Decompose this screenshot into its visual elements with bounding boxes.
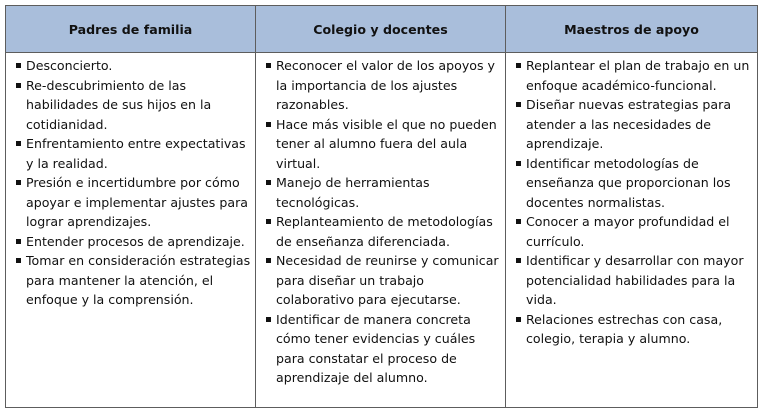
- list-item: Entender procesos de aprendizaje.: [16, 232, 251, 252]
- list-item: Reconocer el valor de los apoyos y la importancia de los ajustes razonables.: [266, 56, 501, 115]
- list-item: Manejo de herramientas tecnológicas.: [266, 173, 501, 212]
- list-item: Presión e incertidumbre por cómo apoyar e implementar ajustes para lograr aprendizajes.: [16, 173, 251, 232]
- cell-padres-de-familia: [6, 53, 256, 408]
- list-item: Conocer a mayor profundidad el currículo.: [516, 212, 753, 251]
- list-item: Hace más visible el que no pueden tener al alumno fuera del aula virtual.: [266, 115, 501, 174]
- header-maestros-de-apoyo: Maestros de apoyo: [506, 6, 758, 53]
- bullet-icon: [516, 317, 521, 322]
- list-maestros-de-apoyo: [516, 56, 753, 349]
- bullet-icon: [16, 141, 21, 146]
- list-item: Replantear el plan de trabajo en un enfoque académico-funcional.: [516, 56, 753, 95]
- bullet-icon: [16, 258, 21, 263]
- comparison-table: [5, 5, 758, 408]
- bullet-icon: [516, 102, 521, 107]
- list-item: Identificar de manera concreta cómo tener evidencias y cuáles para constatar el proceso de aprendizaje del alumno.: [266, 310, 501, 388]
- list-item: Identificar metodologías de enseñanza que proporcionan los docentes normalistas.: [516, 154, 753, 213]
- content-row: [6, 53, 758, 408]
- bullet-icon: [266, 258, 271, 263]
- bullet-icon: [16, 180, 21, 185]
- bullet-icon: [516, 161, 521, 166]
- list-item: Relaciones estrechas con casa, colegio, terapia y alumno.: [516, 310, 753, 349]
- bullet-icon: [16, 83, 21, 88]
- header-row: [6, 6, 758, 53]
- list-item: Re-descubrimiento de las habilidades de sus hijos en la cotidianidad.: [16, 76, 251, 135]
- list-item: Necesidad de reunirse y comunicar para diseñar un trabajo colaborativo para ejecutarse.: [266, 251, 501, 310]
- bullet-icon: [266, 180, 271, 185]
- list-item: Replanteamiento de metodologías de enseñanza diferenciada.: [266, 212, 501, 251]
- list-item: Enfrentamiento entre expectativas y la realidad.: [16, 134, 251, 173]
- bullet-icon: [266, 317, 271, 322]
- bullet-icon: [16, 239, 21, 244]
- bullet-icon: [516, 258, 521, 263]
- bullet-icon: [266, 122, 271, 127]
- bullet-icon: [16, 63, 21, 68]
- list-item: Tomar en consideración estrategias para mantener la atención, el enfoque y la comprensión.: [16, 251, 251, 310]
- cell-colegio-y-docentes: [256, 53, 506, 408]
- header-colegio-y-docentes: Colegio y docentes: [256, 6, 506, 53]
- bullet-icon: [516, 219, 521, 224]
- bullet-icon: [516, 63, 521, 68]
- list-item: Identificar y desarrollar con mayor potencialidad habilidades para la vida.: [516, 251, 753, 310]
- bullet-icon: [266, 219, 271, 224]
- bullet-icon: [266, 63, 271, 68]
- header-padres-de-familia: Padres de familia: [6, 6, 256, 53]
- list-item: Diseñar nuevas estrategias para atender a las necesidades de aprendizaje.: [516, 95, 753, 154]
- comparison-table-container: [5, 5, 757, 408]
- list-item: Desconcierto.: [16, 56, 251, 76]
- list-colegio-y-docentes: [266, 56, 501, 388]
- cell-maestros-de-apoyo: [506, 53, 758, 408]
- list-padres-de-familia: [16, 56, 251, 310]
